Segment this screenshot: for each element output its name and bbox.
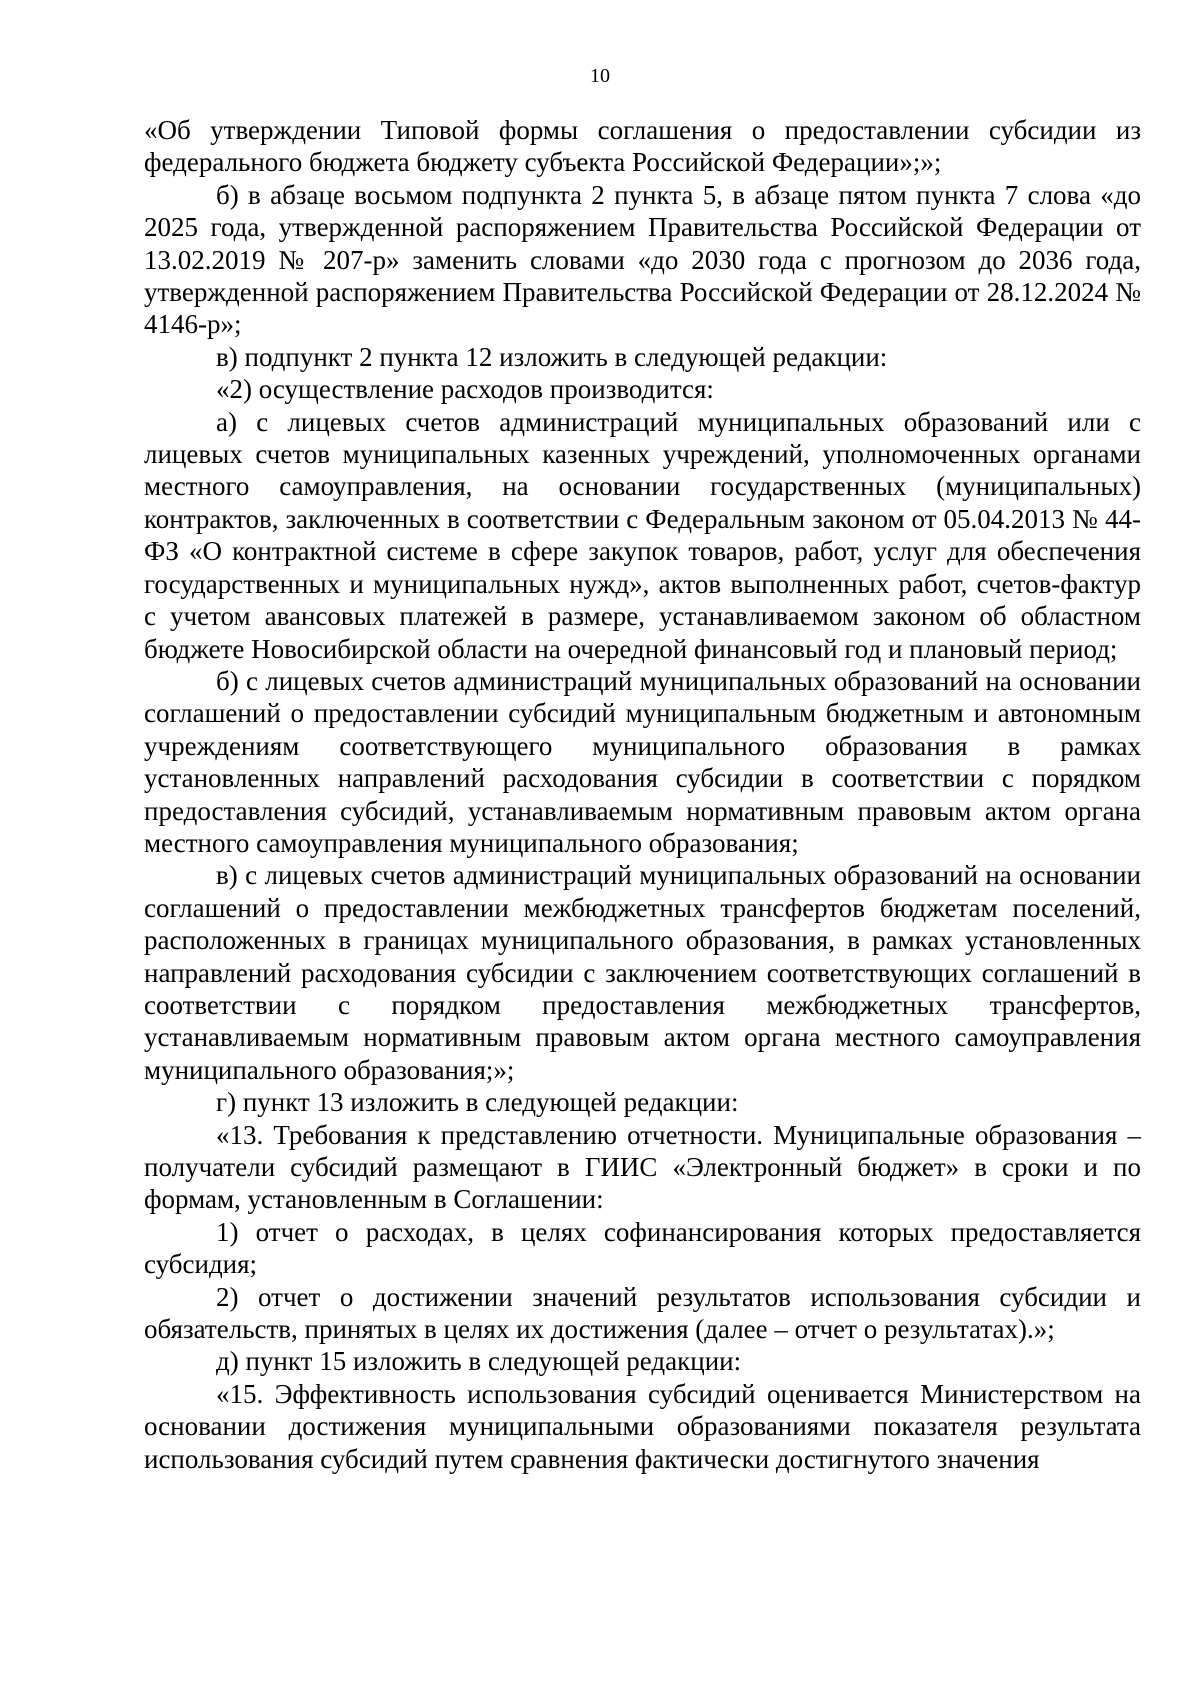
paragraph-continuation: «Об утверждении Типовой формы соглашения о предоставлении субсидии из федерального бюджета бюджету субъекта Российской Федерации»;»; [144,115,1141,178]
paragraph-item-b: б) в абзаце восьмом подпункта 2 пункта 5, в абзаце пятом пункта 7 слова «до 2025 года, утвержденной распоряжением Правительства Российской Федерации от 13.02.2019 № 207-р» заменить словами «до 2030 года с прогнозом до 2036 года, утвержденной распоряжением Правительства Российской Федерации от 28.12.2024 № 4146-р»; [144,179,1141,340]
paragraph-item-v: в) подпункт 2 пункта 12 изложить в следующей редакции: [216,341,888,372]
paragraph-subpoint-v: в) с лицевых счетов администраций муниципальных образований на основании соглашений о предоставлении межбюджетных трансфертов бюджетам поселений, расположенных в границах муниципального образования, в рамках установленных направлений расходования субсидии с заключением соответствующих соглашений в соответствии с порядком предоставления межбюджетных трансфертов, устанавливаемым нормативным правовым актом органа местного самоуправления муниципального образования;»; [144,860,1141,1085]
paragraph-item-g: г) пункт 13 изложить в следующей редакции: [216,1087,739,1118]
document-body [144,114,1141,1475]
paragraph-subpoint-a: а) с лицевых счетов администраций муниципальных образований или с лицевых счетов муниципальных казенных учреждений, уполномоченных органами местного самоуправления, на основании государственных (муниципальных) контрактов, заключенных в соответствии с Федеральным законом от 05.04.2013 № 44-ФЗ «О контрактной системе в сфере закупок товаров, работ, услуг для обеспечения государственных и муниципальных нужд», актов выполненных работ, счетов-фактур с учетом авансовых платежей в размере, устанавливаемом законом об областном бюджете Новосибирской области на очередной финансовый год и плановый период; [144,406,1141,664]
paragraph-point-15: «15. Эффективность использования субсидий оценивается Министерством на основании достижения муниципальными образованиями показателя результата использования субсидий путем сравнения фактически достигнутого значения [144,1378,1141,1474]
paragraph-subpoint-2: «2) осуществление расходов производится: [216,374,714,405]
paragraph-point-13: «13. Требования к представлению отчетности. Муниципальные образования – получатели субсидий размещают в ГИИС «Электронный бюджет» в сроки и по формам, установленным в Соглашении: [144,1119,1141,1215]
paragraph-report-2: 2) отчет о достижении значений результатов использования субсидии и обязательств, принятых в целях их достижения (далее – отчет о результатах).»; [144,1281,1141,1345]
paragraph-subpoint-b: б) с лицевых счетов администраций муниципальных образований на основании соглашений о предоставлении субсидий муниципальным бюджетным и автономным учреждениям соответствующего муниципального образования в рамках установленных направлений расходования субсидии в соответствии с порядком предоставления субсидий, устанавливаемым нормативным правовым актом органа местного самоуправления муниципального образования; [144,665,1141,858]
paragraph-report-1: 1) отчет о расходах, в целях софинансирования которых предоставляется субсидия; [144,1216,1141,1280]
paragraph-item-d: д) пункт 15 изложить в следующей редакции: [216,1346,742,1377]
page-number: 10 [590,65,610,87]
